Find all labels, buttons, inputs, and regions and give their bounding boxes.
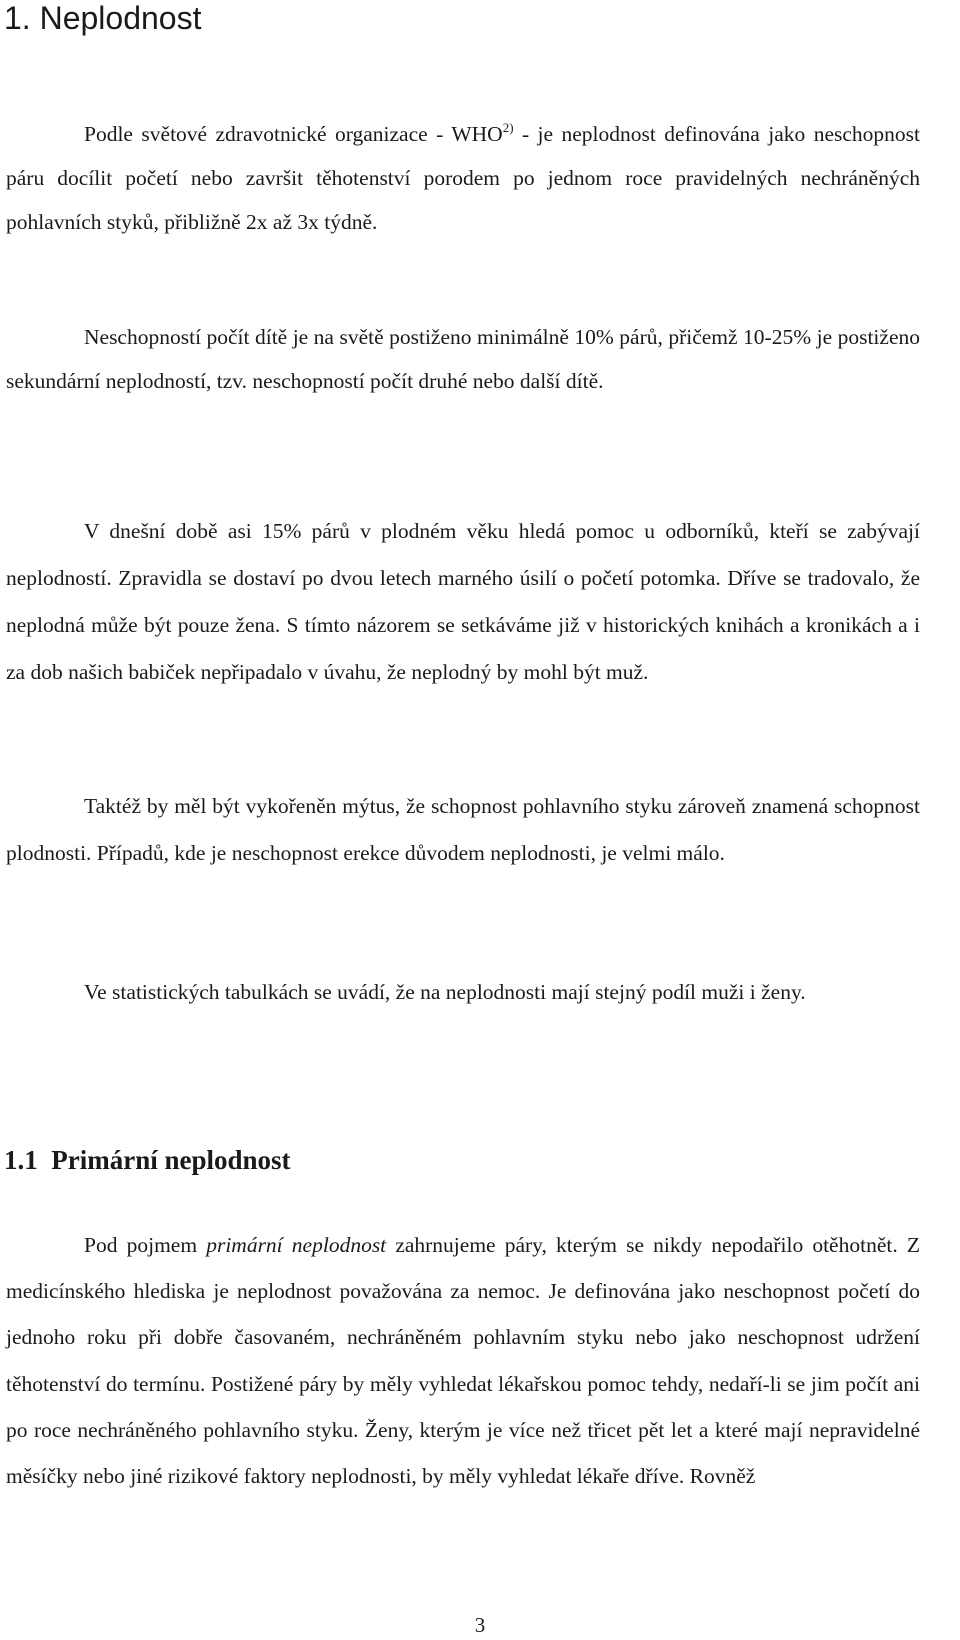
chapter-heading: 1. Neplodnost: [4, 0, 202, 36]
section-title: Primární neplodnost: [51, 1145, 291, 1175]
emphasized-term: primární neplodnost: [206, 1233, 387, 1257]
paragraph-text: zahrnujeme páry, kterým se nikdy nepodařilo otěhotnět. Z medicínského hlediska je neplodnost považována za nemoc. Je definována jako neschopnost početí do jednoho roku při dobře časovaném, nechráněném pohlavním styku nebo jako neschopnost udržení těhotenství do termínu. Postižené páry by měly vyhledat lékařskou pomoc tehdy, nedaří-li se jim počít ani po roce nechráněného pohlavního styku. Ženy, kterým je více než třicet pět let a které mají nepravidelné měsíčky nebo jiné rizikové faktory neplodnosti, by měly vyhledat lékaře dříve. Rovněž: [6, 1233, 920, 1489]
paragraph-who-definition: [6, 112, 920, 244]
paragraph-myth: Taktéž by měl být vykořeněn mýtus, že schopnost pohlavního styku zároveň znamená schopnost plodnosti. Případů, kde je neschopnost erekce důvodem neplodnosti, je velmi málo.: [6, 794, 920, 865]
section-number: 1.1: [4, 1145, 38, 1175]
paragraph-text: - je neplodnost definována jako neschopnost páru docílit početí nebo završit těhotenství porodem po jednom roce pravidelných nechráněných pohlavních styků, přibližně 2x až 3x týdně.: [6, 122, 920, 234]
paragraph-text: Podle světové zdravotnické organizace - WHO: [84, 122, 503, 146]
paragraph-seeking-help: V dnešní době asi 15% párů v plodném věku hledá pomoc u odborníků, kteří se zabývají neplodností. Zpravidla se dostaví po dvou letech marného úsilí o početí potomka. Dříve se tradovalo, že neplodná může být pouze žena. S tímto názorem se setkáváme již v historických knihách a kronikách a i za dob našich babiček nepřipadalo v úvahu, že neplodný by mohl být muž.: [6, 519, 920, 684]
paragraph-prevalence: Neschopností počít dítě je na světě postiženo minimálně 10% párů, přičemž 10-25% je postiženo sekundární neplodností, tzv. neschopností počít druhé nebo další dítě.: [6, 325, 920, 393]
section-heading: [4, 1143, 291, 1177]
page-number: 3: [474, 1613, 486, 1637]
footnote-reference: 2): [502, 120, 514, 135]
paragraph-text: Pod pojmem: [84, 1233, 207, 1257]
paragraph-statistics: Ve statistických tabulkách se uvádí, že na neplodnosti mají stejný podíl muži i ženy.: [84, 980, 806, 1004]
paragraph-primary-infertility: [6, 1222, 920, 1499]
